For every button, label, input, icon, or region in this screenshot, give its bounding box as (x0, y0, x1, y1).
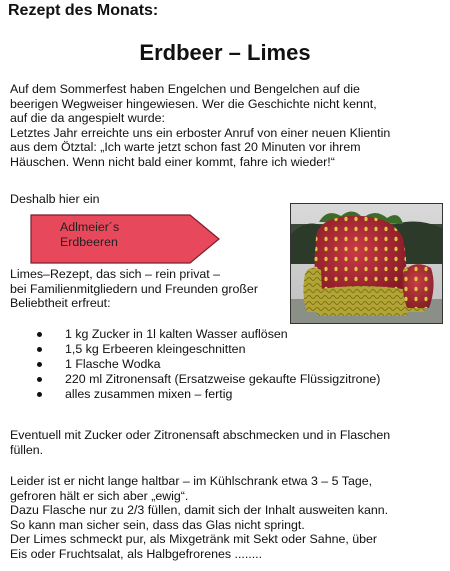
ingredient-list (10, 327, 380, 402)
intro-line: Auf dem Sommerfest haben Engelchen und Bengelchen auf die (10, 82, 360, 96)
list-item: 220 ml Zitronensaft (Ersatzweise gekaufte Flüssigzitrone) (65, 372, 381, 386)
intro-line: Häuschen. Wenn nicht bald einer kommt, fahre ich wieder!“ (10, 154, 335, 169)
intro-line: auf die da angespielt wurde: (10, 111, 165, 126)
recipe-intro-line: Beliebtheit erfreut: (10, 296, 111, 311)
closing-line: gefroren hält er sich aber „ewig“. (10, 488, 189, 503)
recipe-intro-paragraph (10, 267, 290, 311)
signpost-label-line: Erdbeeren (60, 234, 118, 249)
strawberry-sculpture-image (291, 204, 442, 323)
closing-line: Eis oder Fruchtsalat, als Halbgefrorenes ........ (10, 546, 263, 561)
list-item: 1 kg Zucker in 1l kalten Wasser auflösen (65, 327, 380, 342)
intro-line: aus dem Ötztal: „Ich warte jetzt schon fast 20 Minuten vor ihrem (10, 140, 361, 155)
kicker-heading: Rezept des Monats: (8, 2, 159, 19)
closing-paragraph (10, 474, 442, 562)
closing-line: Leider ist er nicht lange haltbar – im Kühlschrank etwa 3 – 5 Tage, (10, 474, 373, 488)
signpost-label (60, 220, 119, 249)
note-line: Eventuell mit Zucker oder Zitronensaft abschmecken und in Flaschen (10, 428, 391, 442)
recipe-intro-line: bei Familienmitgliedern und Freunden großer (10, 281, 258, 296)
signpost-label-line: Adlmeier´s (60, 220, 120, 234)
deshalb-text: Deshalb hier ein (10, 192, 100, 206)
intro-line: beerigen Wegweiser hingewiesen. Wer die Geschichte nicht kennt, (10, 96, 377, 111)
list-item: 1,5 kg Erbeeren kleingeschnitten (65, 342, 380, 357)
intro-line: Letztes Jahr erreichte uns ein erboster Anruf von einer neuen Klientin (10, 125, 391, 140)
recipe-intro-line: Limes–Rezept, das sich – rein privat – (10, 267, 221, 281)
closing-line: Dazu Flasche nur zu 2/3 füllen, damit sich der Inhalt ausweiten kann. (10, 503, 389, 518)
closing-line: Der Limes schmeckt pur, als Mixgetränk mit Sekt oder Sahne, über (10, 532, 378, 547)
note-line: füllen. (10, 442, 44, 457)
list-item: alles zusammen mixen – fertig (65, 387, 380, 402)
page-title: Erdbeer – Limes (139, 40, 311, 65)
list-item: 1 Flasche Wodka (65, 357, 380, 372)
signpost-arrow-icon (30, 214, 220, 264)
intro-paragraph (10, 82, 442, 170)
strawberry-sculpture-photo (290, 203, 443, 324)
note-paragraph (10, 428, 442, 457)
closing-line: So kann man sicher sein, dass das Glas nicht springt. (10, 517, 305, 532)
